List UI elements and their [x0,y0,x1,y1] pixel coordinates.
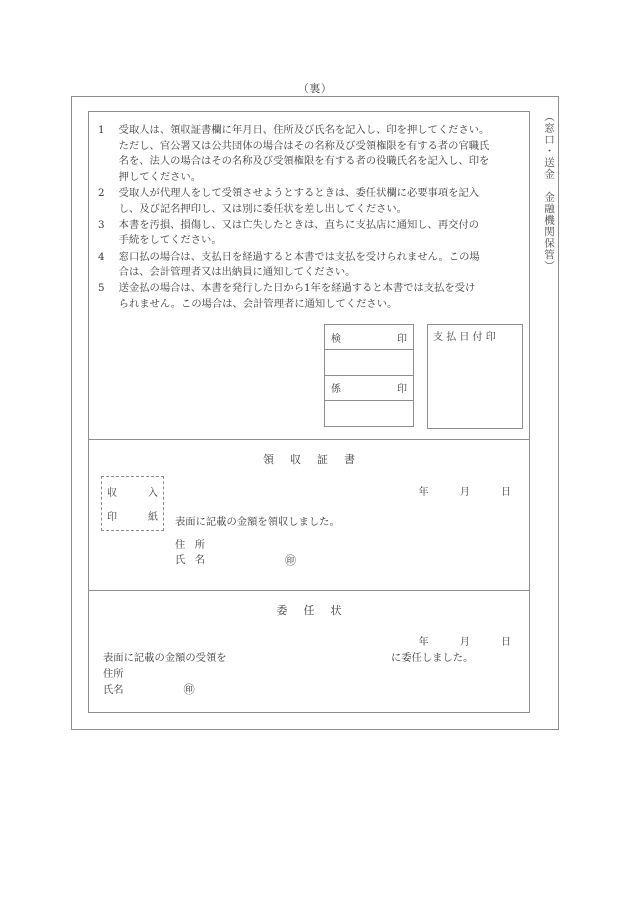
receipt-name-label-char-2: 名 [194,554,205,567]
instruction-text [113,186,520,217]
instruction-text [113,123,520,186]
instruction-item [98,218,520,249]
form-content-column [88,111,530,713]
inspection-stamp-entry-cell[interactable] [325,350,413,375]
receipt-seal-icon: ㊞ [285,553,296,567]
clerk-stamp-label: 係 [331,384,341,396]
inspection-stamp-seal-label: 印 [397,333,407,345]
receipt-section [89,439,529,590]
receipt-date-day-label: 日 [501,487,512,498]
receipt-address-label [175,538,205,553]
receipt-name-row[interactable] [175,553,296,569]
instruction-number: 2 [98,187,105,200]
revenue-stamp-char-4: 紙 [148,511,158,523]
receipt-name-label-char-1: 氏 [175,554,186,567]
proxy-title: 委任状 [276,604,358,617]
receipt-address-label-char-2: 所 [194,539,205,551]
page-side-label: （裏） [297,82,333,95]
receipt-title: 領収証書 [263,453,371,466]
proxy-statement-right: に委任しました。 [391,652,474,664]
proxy-seal-icon: ㊞ [183,683,195,697]
clerk-stamp-seal-label: 印 [397,384,407,396]
form-outer-frame [71,96,559,730]
revenue-stamp-box[interactable] [101,476,164,531]
instruction-line: 受取人が代理人をして受領させようとするときは、委任状欄に必要事項を記入 [118,187,480,200]
instruction-line: 名を、法人の場合はその名称及び受領権限を有する者の役職氏名を記入し、印を [118,155,490,168]
receipt-date-year-label: 年 [418,487,430,498]
instruction-number: 4 [98,250,105,263]
proxy-statement-left: 表面に記載の金額の受領を [103,652,227,664]
clerk-stamp-header-row [325,376,413,401]
instruction-line: 押してください。 [118,170,202,183]
revenue-stamp-char-3: 印 [107,511,117,523]
proxy-address-row[interactable] [103,667,195,682]
instruction-line: 本書を汚損、損傷し、又は亡失したときは、直ちに支払店に通知し、再交付の [118,218,480,231]
revenue-stamp-line-1 [107,484,158,499]
receipt-address-row[interactable] [175,538,296,553]
instruction-line: 受取人は、領収証書欄に年月日、住所及び氏名を記入し、印を押してください。 [118,124,490,136]
instruction-text [113,250,520,281]
instructions-section [89,112,529,439]
instruction-number: 5 [98,282,105,295]
receipt-fields [175,538,296,569]
proxy-date-month-label: 月 [459,637,471,648]
receipt-date-month-label: 月 [459,487,471,498]
instruction-text [113,218,520,249]
inspection-stamp-header-row [325,325,413,350]
proxy-name-row[interactable] [103,682,195,699]
instruction-text [113,281,520,312]
payment-date-stamp-label: 支払日付印 [433,332,499,343]
revenue-stamp-char-1: 収 [107,488,117,500]
proxy-address-label: 住所 [103,668,124,680]
instruction-line: 手続をしてください。 [118,234,222,247]
proxy-name-label: 氏名 [103,683,124,696]
instruction-item [98,123,520,186]
instruction-line: られません。この場合は、会計管理者に通知してください。 [118,298,398,311]
instruction-item [98,186,520,217]
proxy-date-day-label: 日 [501,637,512,648]
instruction-line: ただし、官公署又は公共団体の場合はその名称及び受領権限を有する者の官職氏 [118,139,490,152]
revenue-stamp-line-2 [107,508,158,523]
inspection-stamp-box[interactable] [324,324,414,427]
instruction-line: 送金払の場合は、本書を発行した日から1年を経過すると本書では支払を受け [118,282,476,295]
instruction-line: 窓口払の場合は、支払日を経過すると本書では支払を受けられません。この場 [118,250,480,263]
instruction-item [98,281,520,312]
proxy-date-line[interactable] [419,633,512,648]
receipt-date-line[interactable] [419,483,512,498]
clerk-stamp-entry-cell[interactable] [325,401,413,426]
revenue-stamp-char-2: 入 [148,488,158,500]
stamp-boxes-area [89,324,531,436]
instruction-line: し、及び記名押印し、又は別に委任状を差し出してください。 [118,202,407,215]
receipt-name-label [175,553,205,568]
instruction-line: 合は、会計管理者又は出納員に通知してください。 [118,266,356,279]
payment-date-stamp-box[interactable] [427,324,523,429]
instruction-item [98,250,520,281]
inspection-stamp-label: 検 [331,333,341,345]
custody-vertical-label: （窓口・送金 金融機関保管） [543,111,555,272]
instruction-number: 3 [98,218,105,231]
receipt-statement: 表面に記載の金額を領収しました。 [175,516,340,528]
instruction-number: 1 [98,124,105,136]
proxy-section [89,590,529,714]
proxy-fields [103,667,195,699]
receipt-address-label-char-1: 住 [175,539,186,551]
proxy-date-year-label: 年 [418,637,430,648]
